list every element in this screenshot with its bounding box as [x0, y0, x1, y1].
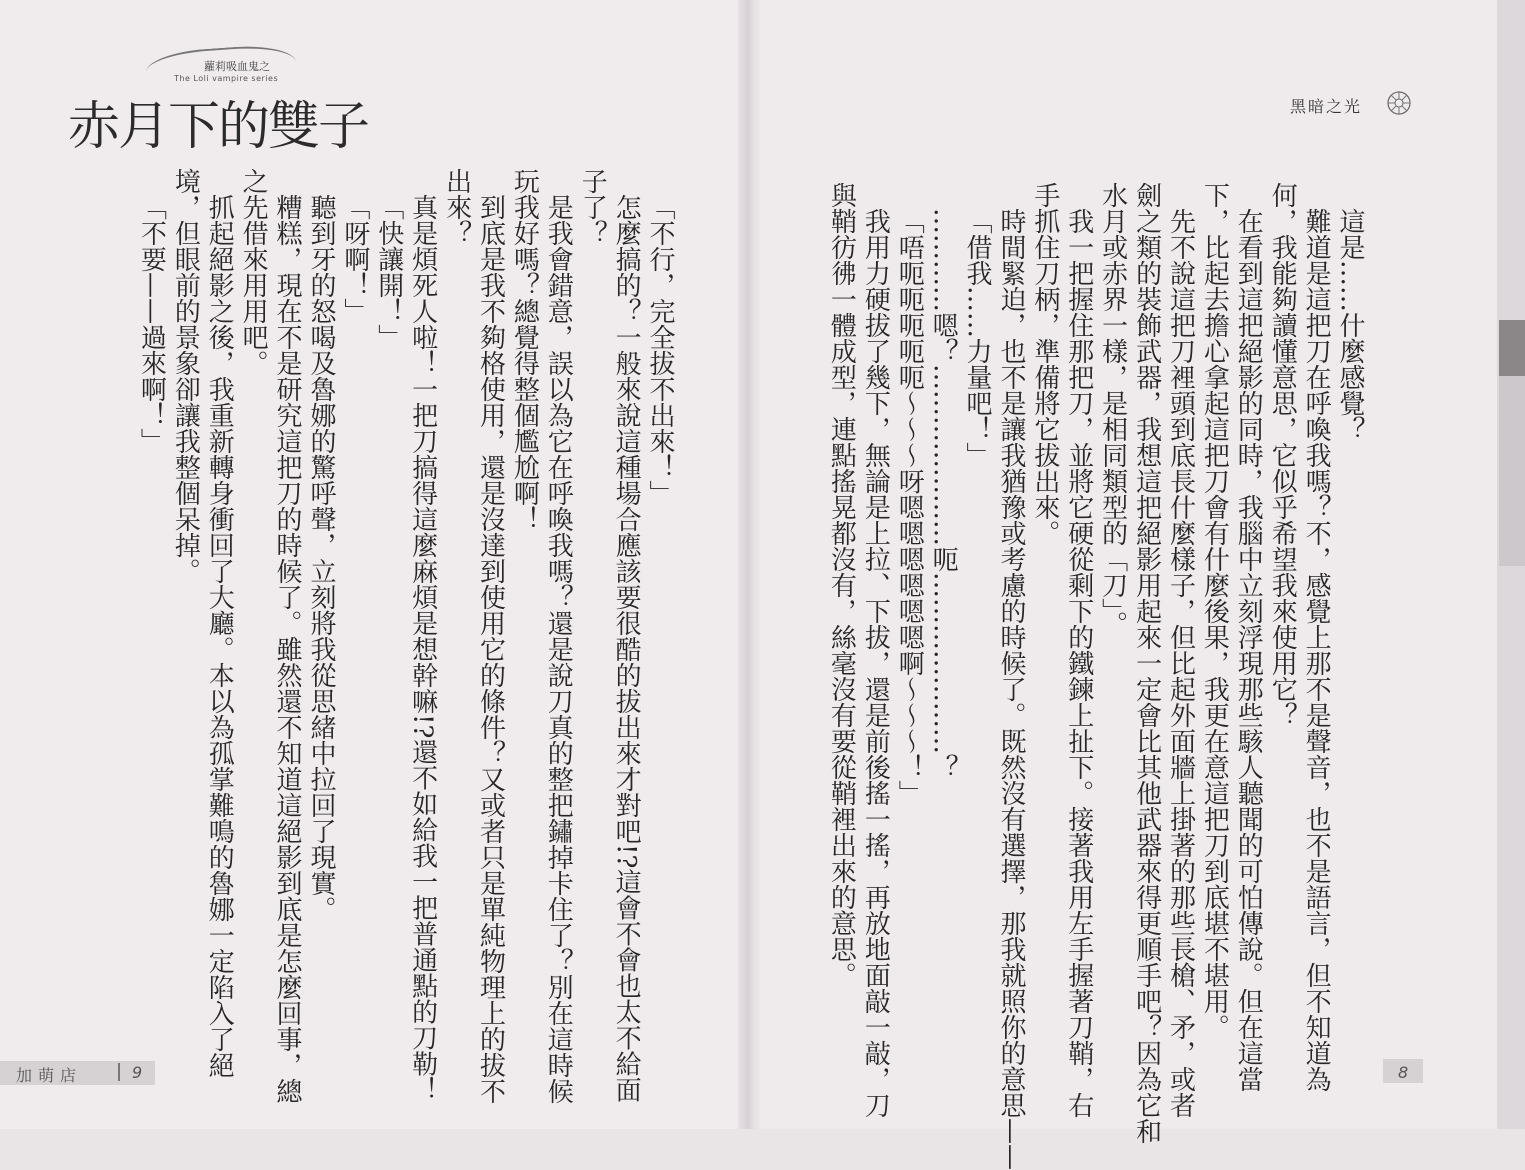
text-line: 之先借來用用吧。 — [238, 168, 269, 376]
text-line: 「不要——過來啊！」 — [136, 194, 167, 454]
right-body-text — [826, 182, 1366, 1170]
left-page-number: 9 — [132, 1063, 143, 1082]
publisher-label: 加萌店 — [16, 1066, 83, 1085]
text-line: 抓起絕影之後，我重新轉身衝回了大廳。本以為孤掌難鳴的魯娜一定陷入了絕 — [204, 194, 235, 1078]
text-line: 在看到這把絕影的同時，我腦中立刻浮現那些駭人聽聞的可怕傳說。但在這當 — [1233, 208, 1264, 1092]
text-line: 這是……什麼感覺？ — [1335, 208, 1365, 442]
text-line: 水月或赤界一樣，是相同類型的「刀」。 — [1097, 182, 1128, 637]
text-line: 手抓住刀柄，準備將它拔出來。 — [1029, 182, 1060, 546]
left-body-text — [100, 168, 676, 1104]
left-page — [0, 0, 747, 1129]
text-line: 難道是這把刀在呼喚我嗎？不，感覺上那不是聲音，也不是語言，但不知道為 — [1301, 208, 1332, 1092]
text-line: …………嗯？…………………呃…………………？ — [928, 208, 959, 780]
text-line: 「呀啊！」 — [339, 194, 370, 324]
text-line: 何，我能夠讀懂意思，它似乎希望我來使用它？ — [1267, 182, 1298, 728]
text-line: 境，但眼前的景象卻讓我整個呆掉。 — [170, 168, 201, 584]
text-line: 玩我好嗎？總覺得整個尷尬啊！ — [509, 168, 540, 532]
text-line: 下，比起去擔心拿起這把刀會有什麼後果，我更在意這把刀到底堪不堪用。 — [1199, 182, 1230, 1040]
right-page-number: 8 — [1398, 1063, 1409, 1082]
text-line: 出來？ — [441, 168, 472, 246]
text-line: 聽到牙的怒喝及魯娜的驚呼聲，立刻將我從思緒中拉回了現實。 — [305, 194, 336, 922]
text-line: 「唔呃呃呃呃呃～～～呀嗯嗯嗯嗯嗯嗯啊～～～！」 — [894, 208, 925, 806]
book-title-logo — [66, 40, 369, 170]
text-line: 與鞘彷彿一體成型，連點搖晃都沒有，絲毫沒有要從鞘裡出來的意思。 — [826, 182, 857, 988]
text-line: 我一把握住那把刀，並將它硬從剩下的鐵鍊上扯下。接著我用左手握著刀鞘，右 — [1063, 208, 1094, 1118]
series-label: 蘿莉吸血鬼之 — [204, 60, 270, 73]
footer-divider — [118, 1063, 120, 1081]
page-edge-dark-tab — [1499, 320, 1525, 376]
text-line: 時間緊迫，也不是讓我猶豫或考慮的時候了。既然沒有選擇，那我就照你的意思—— — [995, 208, 1026, 1170]
text-line: 先不說這把刀裡頭到底長什麼樣子，但比起外面牆上掛著的那些長槍、矛，或者 — [1165, 208, 1196, 1118]
series-label-english: The Loli vampire series — [174, 74, 279, 83]
text-line: 怎麼搞的？一般來說這種場合應該要很酷的拔出來才對吧!?這會不會也太不給面 — [611, 194, 642, 1103]
flower-icon — [1386, 90, 1412, 116]
text-line: 劍之類的裝飾武器，我想這把絕影用起來一定會比其他武器來得更順手吧？因為它和 — [1131, 182, 1162, 1144]
page-edge-tab — [1499, 376, 1525, 566]
text-line: 子了？ — [577, 168, 608, 246]
chapter-title: 黑暗之光 — [1290, 97, 1363, 116]
book-title: 赤月下的雙子 — [68, 97, 369, 157]
text-line: 糟糕，現在不是研究這把刀的時候了。雖然還不知道這絕影到底是怎麼回事，總 — [272, 194, 303, 1104]
text-line: 到底是我不夠格使用，還是沒達到使用它的條件？又或者只是單純物理上的拔不 — [475, 194, 506, 1104]
text-line: 「借我……力量吧！」 — [962, 208, 993, 468]
text-line: 是我會錯意，誤以為它在呼喚我嗎？還是說刀真的整把鏽掉卡住了？別在這時候 — [543, 194, 574, 1104]
text-line: 我用力硬拔了幾下，無論是上拉、下拔，還是前後搖一搖，再放地面敲一敲，刀 — [860, 208, 891, 1118]
text-line: 「快讓開！」 — [373, 194, 404, 350]
book-gutter — [738, 0, 760, 1129]
text-line: 真是煩死人啦！一把刀搞得這麼麻煩是想幹嘛!?還不如給我一把普通點的刀勒！ — [407, 194, 438, 1103]
text-line: 「不行，完全拔不出來！」 — [645, 194, 675, 506]
